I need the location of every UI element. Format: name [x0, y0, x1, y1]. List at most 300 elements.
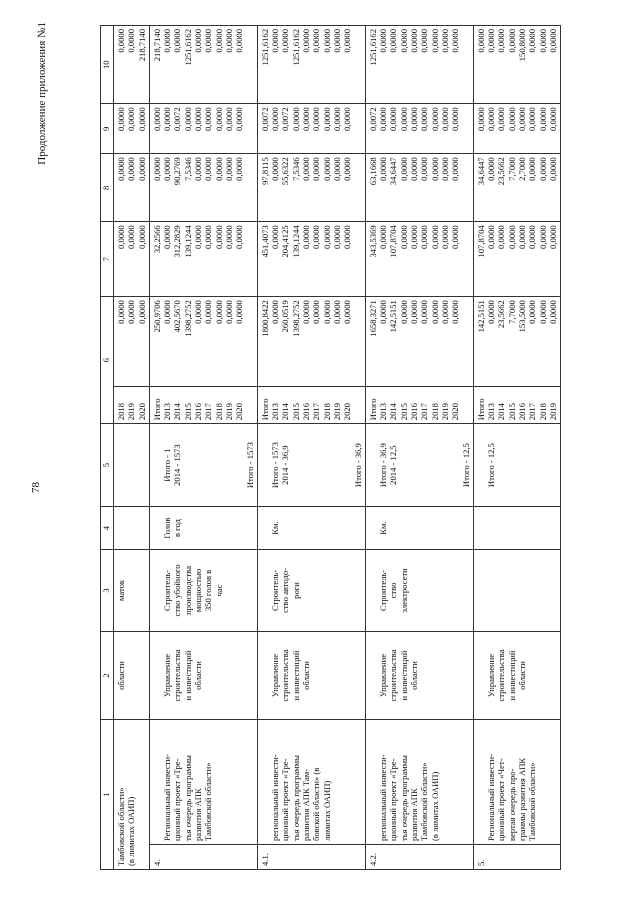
responsible-line: строительства [388, 649, 399, 702]
value-cell: 0,0000 [301, 225, 312, 249]
value-cell: 0,0000 [193, 107, 204, 131]
object-line: 350 голов в [203, 569, 214, 612]
responsible-body [114, 631, 150, 719]
year-label: 2013 [486, 403, 497, 421]
capacity-line: 2014 - 12,5 [388, 445, 399, 485]
value-cell: 0,0000 [547, 107, 558, 131]
value-cell: 0,0000 [439, 157, 450, 181]
capacity-line [430, 427, 440, 503]
value-cell: 0,0000 [136, 157, 147, 181]
value-cell: 63,1668 [367, 157, 378, 186]
value-cell: 0,0072 [172, 107, 183, 131]
value-cell: 0,0000 [527, 225, 538, 249]
value-cell: 34,6447 [475, 157, 486, 186]
description-line: Тамбовской области» [116, 787, 126, 866]
capacity-line [342, 427, 352, 503]
value-cell: 0,0000 [223, 300, 234, 324]
value-cell: 0,0000 [537, 157, 548, 181]
value-cell: 0,0000 [547, 225, 558, 249]
description-line: Региональный инвести- [486, 754, 497, 842]
year-label: Итого [259, 398, 270, 421]
description-line: (в лимитах ОАИП) [429, 771, 440, 842]
value-cell: 0,0000 [342, 225, 353, 249]
value-cell: 0,0000 [223, 157, 234, 181]
value-column-v8 [149, 154, 257, 222]
value-cell: 0,0000 [223, 29, 234, 53]
value-cell: 0,0000 [203, 29, 214, 53]
value-cell: 0,0000 [419, 29, 430, 53]
value-cell: 0,0000 [234, 157, 245, 181]
object-line: час [213, 584, 224, 597]
value-cell: 0,0000 [193, 157, 204, 181]
value-column-v8 [114, 154, 150, 222]
value-cell: 0,0000 [151, 107, 162, 131]
year-label: 2015 [290, 403, 301, 421]
value-cell: 0,0000 [398, 300, 409, 324]
unit-line: Км. [270, 521, 281, 535]
value-cell: 0,0000 [270, 300, 281, 324]
table-row [149, 26, 257, 870]
col-number: 5 [101, 424, 114, 507]
value-cell: 0,0000 [151, 157, 162, 181]
table-body [101, 26, 561, 870]
value-cell: 0,0000 [234, 107, 245, 131]
capacity-line [214, 427, 224, 503]
year-label: 2014 [388, 403, 399, 421]
page-header [14, 0, 54, 905]
description-line: бовской области» (в [311, 767, 322, 842]
capacity-line [193, 427, 203, 503]
value-cell: 0,0000 [234, 29, 245, 53]
year-label: 2018 [537, 403, 548, 421]
value-column-v7 [365, 222, 473, 297]
value-cell: 0,0000 [547, 300, 558, 324]
value-cell: 1251,6162 [367, 29, 378, 66]
value-cell: 0,0000 [331, 157, 342, 181]
year-label: Итого [367, 398, 378, 421]
value-column-v7 [257, 222, 365, 297]
year-label: 2016 [409, 403, 420, 421]
responsible-body [257, 631, 365, 719]
value-cell: 0,0000 [234, 225, 245, 249]
year-label: 2014 [280, 403, 291, 421]
value-cell: 0,0000 [116, 225, 126, 249]
capacity-line [399, 427, 409, 503]
value-cell: 0,0000 [429, 300, 440, 324]
value-cell: 0,0000 [409, 29, 420, 53]
value-cell: 0,0000 [213, 225, 224, 249]
value-cell: 0,0000 [301, 107, 312, 131]
value-column-v8 [257, 154, 365, 222]
year-label: 2014 [172, 403, 183, 421]
description-line: тья очередь программы [290, 755, 301, 842]
value-cell: 0,0000 [398, 107, 409, 131]
capacity-line [409, 427, 419, 503]
value-column-v8 [473, 154, 560, 222]
value-cell: 0,0072 [367, 107, 378, 131]
year-column [473, 386, 560, 423]
value-cell: 0,0000 [321, 29, 332, 53]
value-cell: 0,0000 [516, 225, 527, 249]
table-row [257, 26, 365, 870]
value-cell: 107,8704 [388, 225, 399, 258]
value-cell: 0,0000 [496, 107, 507, 131]
value-cell: 0,0000 [378, 225, 389, 249]
year-label: 2019 [223, 403, 234, 421]
capacity [114, 424, 150, 507]
capacity [149, 424, 257, 507]
value-column-v10 [149, 26, 257, 104]
year-label: 2019 [126, 403, 137, 421]
year-label: 2015 [398, 403, 409, 421]
responsible-body [149, 631, 257, 719]
description-line: ционный проект «Тре- [388, 758, 399, 842]
value-cell: 7,7000 [506, 300, 517, 324]
value-cell: 343,5369 [367, 225, 378, 258]
item-description [365, 720, 473, 845]
year-label: 2018 [429, 403, 440, 421]
value-cell: 0,0000 [280, 29, 291, 53]
appendix-label: Продолжение приложения №1 [36, 22, 48, 165]
value-cell: 0,0000 [388, 29, 399, 53]
object-line: Строитель- [162, 569, 173, 612]
value-cell: 0,0000 [496, 29, 507, 53]
value-cell: 97,8115 [259, 157, 270, 185]
description-line: граммы развития АПК [516, 757, 527, 842]
value-cell: 0,0000 [419, 300, 430, 324]
value-cell: 0,0000 [290, 107, 301, 131]
description-line: вертая очередь про- [506, 768, 517, 842]
value-cell: 0,0000 [429, 29, 440, 53]
value-cell: 23,5662 [496, 157, 507, 186]
col-number: 7 [101, 222, 114, 297]
table-row [473, 26, 560, 870]
value-cell: 0,0000 [378, 157, 389, 181]
value-cell: 0,0000 [450, 300, 461, 324]
item-number: 4.1. [257, 845, 365, 870]
value-cell: 0,0000 [527, 107, 538, 131]
object-line: роги [290, 582, 301, 599]
value-cell: 0,0000 [203, 225, 214, 249]
object-line: производства [182, 565, 193, 615]
unit [149, 507, 257, 550]
description-line: ционный проект «Тре- [280, 758, 291, 842]
value-cell: 0,0000 [475, 29, 486, 53]
item-number: 4. [149, 845, 257, 870]
value-cell: 0,0000 [311, 300, 322, 324]
value-column-v10 [257, 26, 365, 104]
value-cell: 0,0000 [126, 157, 137, 181]
year-column [114, 386, 150, 423]
year-label: 2015 [506, 403, 517, 421]
year-label: 2017 [419, 403, 430, 421]
capacity-line [419, 427, 429, 503]
responsible-line: и инвестиций [506, 650, 517, 701]
object-line: Строитель- [270, 569, 281, 612]
value-cell: 1251,6162 [182, 29, 193, 66]
item-number: 4.2. [365, 845, 473, 870]
value-cell: 0,0000 [486, 225, 497, 249]
value-cell: 0,0000 [136, 225, 147, 249]
description-line: тья очередь программы [182, 755, 193, 842]
table-row [114, 26, 150, 870]
value-cell: 0,0000 [342, 107, 353, 131]
value-cell: 0,0000 [378, 107, 389, 131]
value-cell: 0,0000 [331, 107, 342, 131]
value-cell: 0,0000 [409, 300, 420, 324]
value-cell: 218,7140 [151, 29, 162, 62]
year-label: 2020 [342, 403, 353, 421]
value-cell: 0,0000 [527, 157, 538, 181]
capacity-line [301, 427, 311, 503]
value-cell: 0,0000 [331, 300, 342, 324]
capacity-line: Итого - 36,9 [378, 443, 389, 488]
value-column-v6 [257, 297, 365, 387]
description-line: Тамбовской области» [419, 762, 430, 842]
value-cell: 0,0000 [537, 29, 548, 53]
unit [473, 507, 560, 550]
capacity-line [203, 427, 213, 503]
value-column-v6 [365, 297, 473, 387]
value-column-v9 [149, 104, 257, 154]
value-cell: 0,0000 [126, 225, 137, 249]
value-cell: 0,0000 [301, 29, 312, 53]
value-cell: 0,0000 [203, 300, 214, 324]
column-number-row [101, 26, 114, 870]
capacity-line [332, 427, 342, 503]
responsible-line: области [301, 661, 312, 690]
item-number: 5. [473, 845, 560, 870]
capacity-line [291, 427, 301, 503]
year-label: 2020 [450, 403, 461, 421]
value-cell: 0,0000 [162, 29, 173, 53]
value-cell: 0,0000 [270, 225, 281, 249]
value-cell: 0,0000 [378, 300, 389, 324]
value-cell: 0,0000 [388, 107, 399, 131]
value-cell: 0,0000 [126, 107, 137, 131]
unit-line: Км. [378, 521, 389, 535]
value-cell: 312,2829 [172, 225, 183, 258]
value-column-v10 [365, 26, 473, 104]
year-label: 2017 [203, 403, 214, 421]
value-cell: 1398,2752 [290, 300, 301, 337]
year-label: 2019 [331, 403, 342, 421]
value-cell: 0,0000 [270, 107, 281, 131]
year-label: 2019 [439, 403, 450, 421]
description-line: Тамбовской области» [527, 762, 538, 842]
value-cell: 0,0000 [321, 157, 332, 181]
capacity-line: 2014 - 36,9 [280, 445, 291, 485]
col-number: 6 [101, 297, 114, 424]
col-number: 2 [101, 631, 114, 719]
value-cell: 0,0000 [321, 300, 332, 324]
value-cell: 7,7000 [506, 157, 517, 181]
object-description [365, 550, 473, 632]
object-line: электросети [398, 568, 409, 613]
value-cell: 139,1244 [182, 225, 193, 258]
year-label: 2013 [378, 403, 389, 421]
capacity [473, 424, 560, 507]
value-cell: 0,0000 [409, 107, 420, 131]
value-column-v10 [473, 26, 560, 104]
page-number: 78 [30, 482, 42, 493]
value-cell: 0,0000 [398, 29, 409, 53]
year-column [365, 386, 473, 423]
value-cell: 260,0519 [280, 300, 291, 333]
object-line: Строитель- [378, 569, 389, 612]
unit [257, 507, 365, 550]
value-cell: 0,0000 [419, 157, 430, 181]
value-cell: 250,9706 [151, 300, 162, 333]
object-line: маток [116, 579, 126, 601]
year-label: 2016 [516, 403, 527, 421]
responsible-line: и инвестиций [182, 650, 193, 701]
description-line: ционный проект «Тре- [172, 758, 183, 842]
value-cell: 0,0000 [321, 225, 332, 249]
budget-table [100, 25, 561, 870]
value-cell: 1800,8422 [259, 300, 270, 337]
value-cell: 32,2566 [151, 225, 162, 254]
value-cell: 0,0000 [398, 225, 409, 249]
year-column [149, 386, 257, 423]
value-cell: 0,0000 [342, 157, 353, 181]
capacity [365, 424, 473, 507]
value-cell: 0,0000 [223, 107, 234, 131]
object-line: ство автодо- [280, 568, 291, 613]
value-cell: 0,0000 [398, 157, 409, 181]
value-cell: 0,0000 [439, 225, 450, 249]
value-cell: 0,0000 [193, 300, 204, 324]
value-cell: 0,0000 [116, 107, 126, 131]
value-column-v9 [365, 104, 473, 154]
value-cell: 0,0000 [429, 107, 440, 131]
year-label: 2020 [234, 403, 245, 421]
description-line: лимитах ОАИП) [321, 780, 332, 842]
value-cell: 34,6447 [388, 157, 399, 186]
value-cell: 0,0000 [162, 300, 173, 324]
value-cell: 1251,6162 [259, 29, 270, 66]
value-cell: 0,0000 [331, 225, 342, 249]
unit-line: Голов [162, 517, 173, 539]
object-line: ство [388, 582, 399, 599]
value-cell: 0,0000 [126, 300, 137, 324]
capacity-line [183, 427, 193, 503]
year-label: 2013 [162, 403, 173, 421]
description-line: Региональный инвести- [162, 754, 173, 842]
value-cell: 0,0000 [419, 107, 430, 131]
value-cell: 0,0000 [162, 225, 173, 249]
value-cell: 7,5346 [290, 157, 301, 181]
value-cell: 90,2769 [172, 157, 183, 186]
value-cell: 0,0000 [203, 157, 214, 181]
year-label: 2017 [527, 403, 538, 421]
value-column-v6 [149, 297, 257, 387]
value-cell: 0,0000 [450, 225, 461, 249]
year-label: 2013 [270, 403, 281, 421]
description-line: развития АПК [409, 788, 420, 842]
value-column-v9 [473, 104, 560, 154]
capacity-line: Итого - 1 [162, 448, 173, 482]
year-label: 2015 [182, 403, 193, 421]
value-cell: 0,0000 [311, 225, 322, 249]
value-cell: 0,0000 [301, 157, 312, 181]
value-cell: 0,0000 [537, 225, 548, 249]
value-cell: 0,0000 [450, 29, 461, 53]
year-label: 2014 [496, 403, 507, 421]
year-label: Итого [151, 398, 162, 421]
value-cell: 139,1244 [290, 225, 301, 258]
value-column-v6 [473, 297, 560, 387]
value-column-v8 [365, 154, 473, 222]
year-label: 2017 [311, 403, 322, 421]
value-cell: 0,0000 [506, 29, 517, 53]
object-line: мощностью [193, 568, 204, 613]
description-line: развития АПК Там- [301, 768, 312, 842]
value-cell: 0,0000 [213, 29, 224, 53]
value-cell: 0,0000 [450, 107, 461, 131]
description-line: (в лимитах ОАИП) [126, 796, 137, 866]
value-cell: 0,0072 [280, 107, 291, 131]
value-cell: 0,0000 [116, 29, 126, 53]
capacity-line: Итого - 12,5 [486, 443, 497, 488]
capacity-line: 2014 - 1573 [172, 444, 183, 486]
value-cell: 0,0000 [439, 107, 450, 131]
value-cell: 402,5670 [172, 300, 183, 333]
value-cell: 0,0000 [193, 29, 204, 53]
value-cell: 0,0000 [162, 157, 173, 181]
value-cell: 0,0000 [136, 107, 147, 131]
value-cell: 107,8704 [475, 225, 486, 258]
item-description [257, 720, 365, 845]
value-cell: 0,0000 [116, 157, 126, 181]
capacity-line [224, 427, 234, 503]
value-cell: 142,5151 [388, 300, 399, 333]
year-label: Итого [475, 398, 486, 421]
value-cell: 0,0000 [172, 29, 183, 53]
responsible-line: строительства [280, 649, 291, 702]
responsible-line: области [116, 661, 126, 690]
value-cell: 0,0000 [486, 107, 497, 131]
value-cell: 0,0000 [311, 107, 322, 131]
value-column-v7 [114, 222, 150, 297]
capacity-line: Итого - 36,9 [352, 443, 363, 488]
value-cell: 7,5346 [182, 157, 193, 181]
value-cell: 0,0000 [213, 107, 224, 131]
col-number: 9 [101, 104, 114, 154]
responsible-line: Управление [162, 653, 173, 698]
responsible-line: области [409, 661, 420, 690]
value-cell: 1398,2752 [182, 300, 193, 337]
value-cell: 204,4125 [280, 225, 291, 258]
value-column-v10 [114, 26, 150, 104]
value-cell: 0,0000 [537, 300, 548, 324]
capacity-line: Итого - 1573 [270, 442, 281, 489]
responsible-line: Управление [270, 653, 281, 698]
col-number: 3 [101, 550, 114, 632]
unit [365, 507, 473, 550]
value-cell: 0,0000 [409, 225, 420, 249]
value-cell: 0,0000 [342, 300, 353, 324]
value-cell: 0,0000 [301, 300, 312, 324]
year-label: 2018 [321, 403, 332, 421]
description-line: развития АПК [193, 788, 204, 842]
value-column-v9 [257, 104, 365, 154]
year-label: 2019 [547, 403, 558, 421]
capacity-line [322, 427, 332, 503]
value-cell: 0,0000 [429, 157, 440, 181]
value-cell: 0,0000 [537, 107, 548, 131]
value-cell: 0,0000 [213, 157, 224, 181]
